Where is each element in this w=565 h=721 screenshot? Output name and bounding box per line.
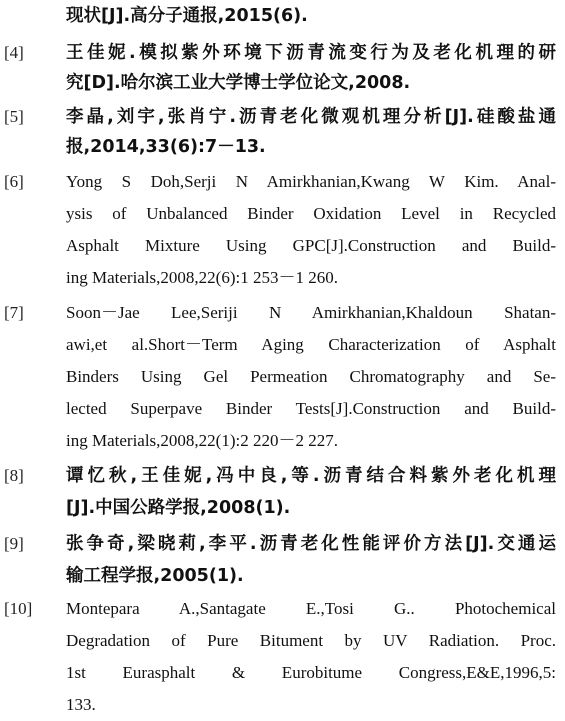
reference-line: 究[D].哈尔滨工业大学博士学位论文,2008. [66, 73, 411, 93]
reference-line: 1st Eurasphalt & Eurobitume Congress,E&E,1996,5: [66, 663, 556, 682]
reference-line: Montepara A.,Santagate E.,Tosi G.. Photochemical [66, 599, 556, 618]
reference-line: Binders Using Gel Permeation Chromatography and Se- [66, 367, 556, 386]
reference-line: lected Superpave Binder Tests[J].Construction and Build- [66, 399, 556, 418]
reference-line: 现状[J].高分子通报,2015(6). [66, 6, 308, 26]
reference-line: 张争奇,梁晓莉,李平.沥青老化性能评价方法[J].交通运 [66, 534, 556, 554]
reference-line: [J].中国公路学报,2008(1). [66, 498, 291, 518]
reference-line: ing Materials,2008,22(1):2 220－2 227. [66, 431, 338, 450]
reference-line: 133. [66, 695, 96, 714]
reference-line: ysis of Unbalanced Binder Oxidation Level in Recycled [66, 204, 556, 223]
reference-number: [10] [4, 599, 33, 618]
reference-line: 报,2014,33(6):7－13. [66, 137, 266, 157]
reference-line: Asphalt Mixture Using GPC[J].Construction and Build- [66, 236, 556, 255]
reference-line: Yong S Doh,Serji N Amirkhanian,Kwang W Kim. Anal- [66, 172, 556, 191]
reference-line: awi,et al.Short－Term Aging Characterization of Asphalt [66, 335, 556, 354]
reference-line: 李晶,刘宇,张肖宁.沥青老化微观机理分析[J].硅酸盐通 [66, 107, 556, 127]
reference-number: [4] [4, 43, 24, 62]
reference-line: 谭忆秋,王佳妮,冯中良,等.沥青结合料紫外老化机理 [66, 466, 556, 486]
reference-number: [9] [4, 534, 24, 553]
reference-number: [5] [4, 107, 24, 126]
reference-number: [6] [4, 172, 24, 191]
reference-line: 王佳妮.模拟紫外环境下沥青流变行为及老化机理的研 [66, 43, 556, 63]
reference-line: 输工程学报,2005(1). [66, 566, 244, 586]
reference-number: [7] [4, 303, 24, 322]
reference-line: Degradation of Pure Bitument by UV Radiation. Proc. [66, 631, 556, 650]
reference-number: [8] [4, 466, 24, 485]
reference-line: ing Materials,2008,22(6):1 253－1 260. [66, 268, 338, 287]
reference-line: Soon－Jae Lee,Seriji N Amirkhanian,Khaldoun Shatan- [66, 303, 556, 322]
